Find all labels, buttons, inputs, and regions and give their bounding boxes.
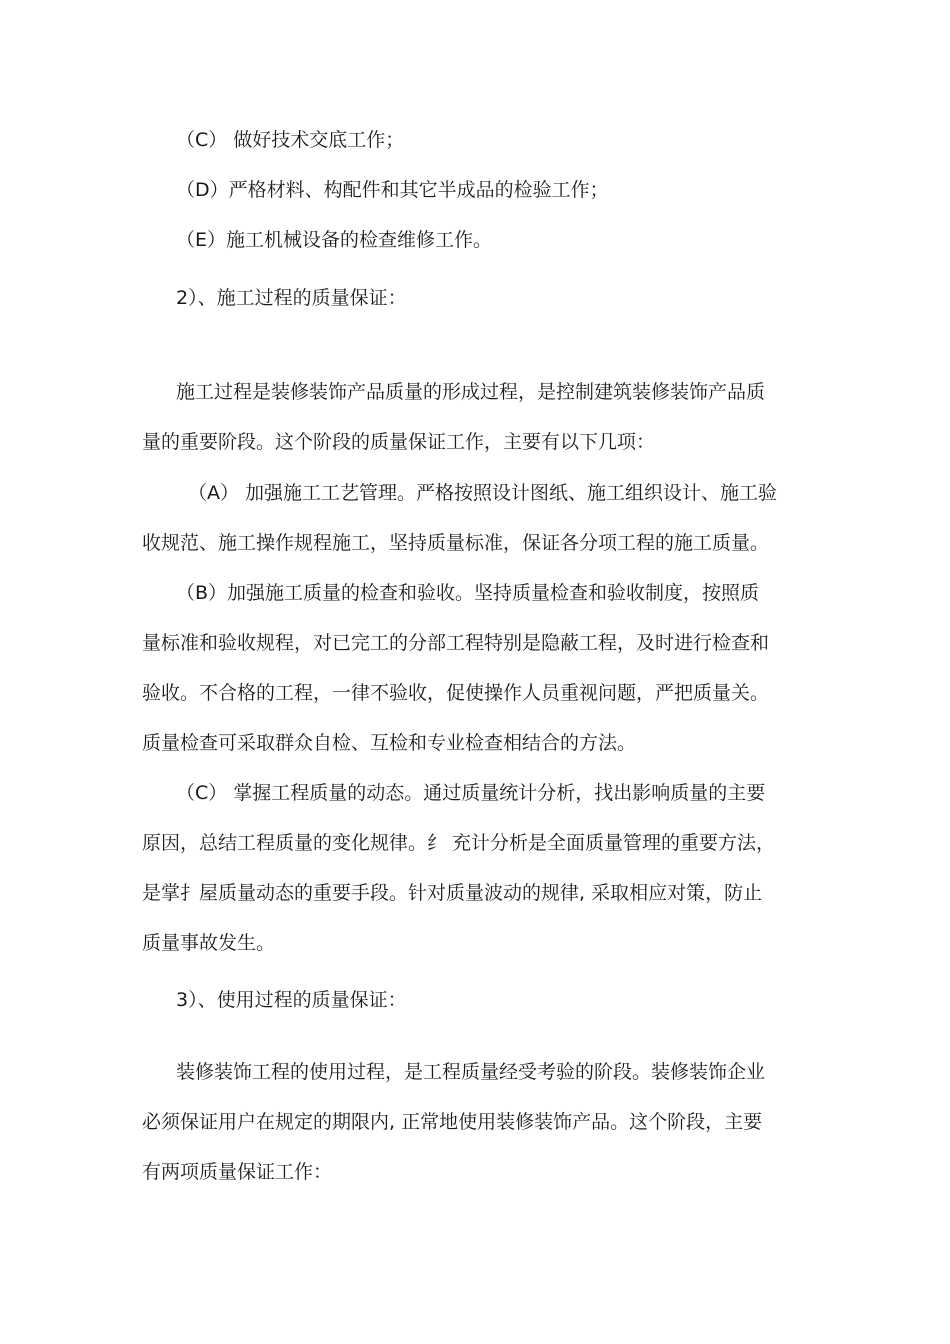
section-heading-3: 3）、使用过程的质量保证： (176, 989, 407, 1011)
list-item-d: （D）严格材料、构配件和其它半成品的检验工作； (176, 179, 609, 201)
section-heading-2: 2）、施工过程的质量保证： (176, 287, 407, 309)
paragraph-line: 收规范、施工操作规程施工，坚持质量标准，保证各分项工程的施工质量。 (142, 532, 770, 554)
paragraph-line: 施工过程是装修装饰产品质量的形成过程，是控制建筑装修装饰产品质 (176, 381, 766, 403)
paragraph-line: 量标准和验收规程，对已完工的分部工程特别是隐蔽工程，及时进行检查和 (142, 632, 770, 654)
paragraph-line: 必须保证用户在规定的期限内, 正常地使用装修装饰产品。这个阶段，主要 (142, 1111, 763, 1133)
paragraph-line: 验收。不合格的工程，一律不验收，促使操作人员重视问题，严把质量关。 (142, 682, 770, 704)
paragraph-line: 有两项质量保证工作： (142, 1161, 333, 1183)
list-item-e: （E）施工机械设备的检查维修工作。 (176, 229, 493, 251)
paragraph-line: 质量事故发生。 (142, 932, 276, 954)
paragraph-line: 量的重要阶段。这个阶段的质量保证工作，主要有以下几项： (142, 431, 656, 453)
paragraph-line: 质量检查可采取群众自检、互检和专业检查相结合的方法。 (142, 732, 637, 754)
paragraph-line: 装修装饰工程的使用过程，是工程质量经受考验的阶段。装修装饰企业 (176, 1061, 766, 1083)
paragraph-line: 原因，总结工程质量的变化规律。纟 充计分析是全面质量管理的重要方法， (142, 832, 776, 854)
paragraph-line: 是掌扌屋质量动态的重要手段。针对质量波动的规律, 采取相应对策，防止 (142, 882, 763, 904)
paragraph-line: （A） 加强施工工艺管理。严格按照设计图纸、施工组织设计、施工验 (188, 482, 778, 504)
list-item-c: （C） 做好技术交底工作； (176, 129, 405, 151)
paragraph-line: （C） 掌握工程质量的动态。通过质量统计分析，找出影响质量的主要 (176, 782, 766, 804)
paragraph-line: （B）加强施工质量的检查和验收。坚持质量检查和验收制度，按照质 (176, 582, 760, 604)
